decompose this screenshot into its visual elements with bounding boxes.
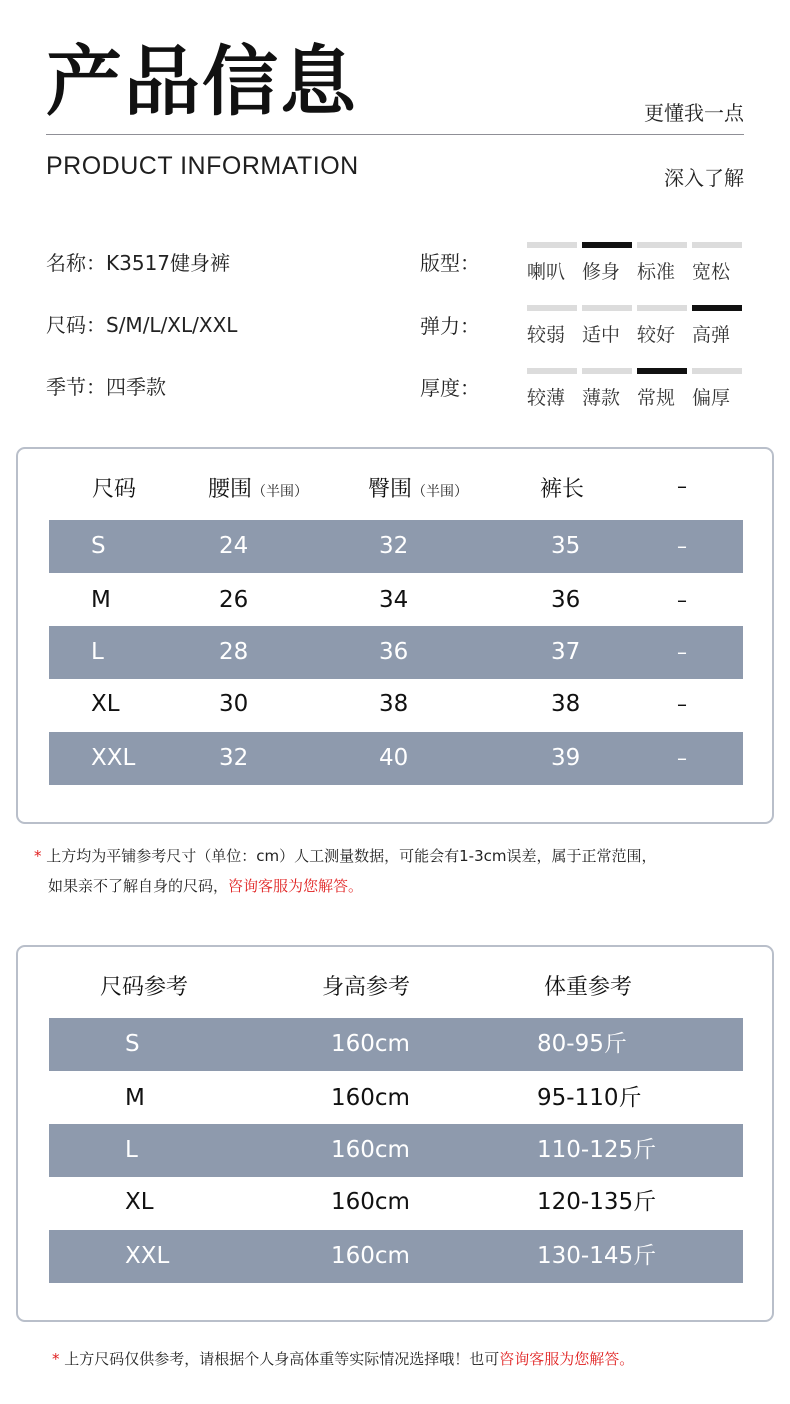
col-header-size: 尺码	[92, 477, 137, 502]
cell-waist: 24	[219, 533, 249, 559]
elasticity-option	[637, 305, 687, 355]
header-subtitle: 更懂我一点	[644, 101, 744, 125]
cell-size: XL	[125, 1189, 154, 1215]
option-bar	[692, 242, 742, 248]
option-label: 高弹	[692, 324, 731, 346]
cell-weight: 130-145斤	[537, 1243, 657, 1269]
cell-length: 36	[551, 587, 581, 613]
option-bar	[692, 305, 742, 311]
page-header	[0, 0, 790, 200]
option-bar	[637, 305, 687, 311]
hip-header-text: 臀围	[368, 477, 413, 502]
fit-option	[582, 242, 632, 292]
product-name: 名称：K3517健身裤	[46, 251, 231, 275]
option-bar	[527, 368, 577, 374]
thickness-option	[692, 368, 742, 418]
option-label: 适中	[582, 324, 621, 346]
cell-hip: 40	[379, 745, 409, 771]
cell-height: 160cm	[331, 1189, 410, 1215]
cell-size: S	[125, 1031, 140, 1057]
thickness-options	[527, 368, 743, 418]
thickness-option	[637, 368, 687, 418]
cell-extra: –	[677, 588, 687, 612]
cell-size: L	[91, 639, 104, 665]
elasticity-label: 弹力：	[420, 314, 480, 338]
option-label: 喇叭	[527, 261, 566, 283]
table-row	[49, 626, 743, 679]
option-bar	[582, 368, 632, 374]
elasticity-option	[527, 305, 577, 355]
option-label: 偏厚	[692, 387, 731, 409]
option-bar	[527, 242, 577, 248]
cell-length: 37	[551, 639, 581, 665]
cell-hip: 34	[379, 587, 409, 613]
col-header-hip	[368, 472, 468, 503]
table-row	[49, 1018, 743, 1071]
cell-weight: 110-125斤	[537, 1137, 657, 1163]
cell-extra: –	[677, 640, 687, 664]
col-header-length: 裤长	[540, 477, 585, 502]
product-season: 季节：四季款	[46, 375, 166, 399]
thickness-option	[527, 368, 577, 418]
cell-waist: 28	[219, 639, 249, 665]
cell-size: M	[125, 1085, 145, 1111]
option-label: 较弱	[527, 324, 566, 346]
table-row	[49, 1176, 743, 1229]
table-row	[49, 732, 743, 785]
table-row	[49, 678, 743, 731]
cell-height: 160cm	[331, 1031, 410, 1057]
cell-hip: 38	[379, 691, 409, 717]
cell-waist: 30	[219, 691, 249, 717]
option-label: 薄款	[582, 387, 621, 409]
cell-height: 160cm	[331, 1243, 410, 1269]
asterisk: *	[52, 1350, 60, 1368]
option-label: 常规	[637, 387, 676, 409]
option-label: 标准	[637, 261, 676, 283]
cell-length: 38	[551, 691, 581, 717]
option-label: 修身	[582, 261, 621, 283]
cell-size: L	[125, 1137, 138, 1163]
cell-extra: –	[677, 534, 687, 558]
note-text: 上方均为平铺参考尺寸（单位：cm）人工测量数据，可能会有1-3cm误差，属于正常范围，	[46, 847, 657, 865]
thickness-label: 厚度：	[420, 376, 480, 400]
option-bar	[637, 368, 687, 374]
waist-header-note: （半围）	[252, 484, 309, 500]
option-bar	[692, 368, 742, 374]
col-header-weight-ref: 体重参考	[544, 975, 633, 1000]
hip-header-note: （半围）	[412, 484, 469, 500]
table-row	[49, 574, 743, 627]
fit-label: 版型：	[420, 251, 480, 275]
cell-waist: 26	[219, 587, 249, 613]
cell-height: 160cm	[331, 1085, 410, 1111]
note-text: 如果亲不了解自身的尺码，	[48, 877, 229, 895]
product-sizes: 尺码：S/M/L/XL/XXL	[46, 313, 238, 337]
reference-note	[52, 1348, 634, 1369]
col-header-height-ref: 身高参考	[322, 975, 411, 1000]
cell-length: 39	[551, 745, 581, 771]
table-row	[49, 1072, 743, 1125]
col-header-size-ref: 尺码参考	[100, 975, 189, 1000]
elasticity-options	[527, 305, 743, 355]
option-label: 宽松	[692, 261, 731, 283]
fit-option	[637, 242, 687, 292]
measurement-note-line2	[48, 875, 363, 896]
cell-size: M	[91, 587, 111, 613]
cell-waist: 32	[219, 745, 249, 771]
customer-service-link[interactable]: 咨询客服为您解答。	[499, 1350, 635, 1368]
fit-option	[527, 242, 577, 292]
option-bar	[527, 305, 577, 311]
cell-hip: 36	[379, 639, 409, 665]
cell-size: XL	[91, 691, 120, 717]
cell-weight: 95-110斤	[537, 1085, 642, 1111]
waist-header-text: 腰围	[208, 477, 253, 502]
elasticity-option	[582, 305, 632, 355]
option-bar	[582, 242, 632, 248]
option-bar	[582, 305, 632, 311]
cell-hip: 32	[379, 533, 409, 559]
cell-height: 160cm	[331, 1137, 410, 1163]
page-title: 产品信息	[46, 37, 358, 126]
asterisk: *	[34, 847, 42, 865]
learn-more-text: 深入了解	[664, 166, 744, 190]
table-row	[49, 520, 743, 573]
fit-options	[527, 242, 743, 292]
col-header-extra: –	[677, 474, 687, 498]
cell-weight: 80-95斤	[537, 1031, 627, 1057]
cell-size: S	[91, 533, 106, 559]
cell-extra: –	[677, 692, 687, 716]
cell-extra: –	[677, 746, 687, 770]
table-row	[49, 1230, 743, 1283]
note-text: 上方尺码仅供参考，请根据个人身高体重等实际情况选择哦！也可	[64, 1350, 500, 1368]
option-bar	[637, 242, 687, 248]
cell-length: 35	[551, 533, 581, 559]
cell-size: XXL	[125, 1243, 170, 1269]
english-title: PRODUCT INFORMATION	[46, 152, 359, 180]
thickness-option	[582, 368, 632, 418]
cell-size: XXL	[91, 745, 136, 771]
table-row	[49, 1124, 743, 1177]
customer-service-link[interactable]: 咨询客服为您解答。	[228, 877, 364, 895]
header-divider	[46, 134, 744, 135]
elasticity-option	[692, 305, 742, 355]
fit-option	[692, 242, 742, 292]
cell-weight: 120-135斤	[537, 1189, 657, 1215]
measurement-note-line1	[34, 845, 657, 866]
option-label: 较薄	[527, 387, 566, 409]
col-header-waist	[208, 472, 308, 503]
option-label: 较好	[637, 324, 676, 346]
